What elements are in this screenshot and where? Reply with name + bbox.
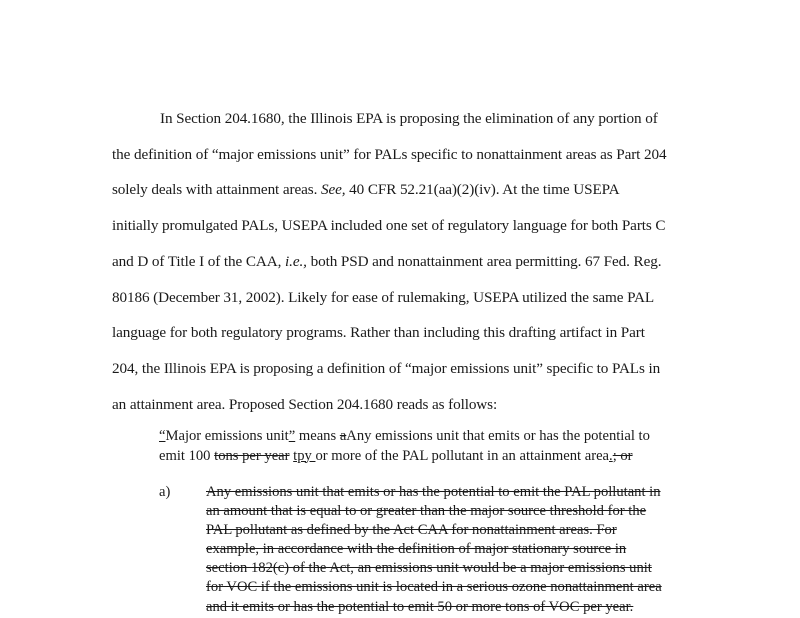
item-a-line-7: and it emits or has the potential to emit 50 or more tons of VOC per year. <box>206 598 634 615</box>
see-citation-signal: See, <box>320 181 346 199</box>
paragraph-line-5-part-1: and D of Title I of the CAA, <box>112 252 286 270</box>
inserted-period: . <box>609 447 613 464</box>
item-a-body <box>206 483 704 617</box>
paragraph-line-9: an attainment area. Proposed Section 204.1680 reads as follows: <box>112 395 498 413</box>
item-a-line-3: PAL pollutant as defined by the Act CAA for nonattainment areas. For <box>206 522 617 539</box>
item-a-line-5: section 182(c) of the Act, an emissions unit would be a major emissions unit <box>206 560 652 577</box>
body-paragraph <box>112 101 702 422</box>
close-quote-mark: ” <box>288 428 296 444</box>
deleted-article-a: a <box>339 428 347 444</box>
deleted-or-clause: ; or <box>612 447 633 464</box>
paragraph-line-5-part-2: both PSD and nonattainment area permitting. 67 Fed. Reg. <box>306 252 662 270</box>
paragraph-line-2: the definition of “major emissions unit” for PALs specific to nonattainment areas as Part 204 <box>112 145 667 163</box>
paragraph-line-8: 204, the Illinois EPA is proposing a definition of “major emissions unit” specific to PALs in <box>112 359 661 377</box>
defined-term: Major emissions unit <box>165 428 289 444</box>
means-word: means <box>295 428 340 444</box>
quote-line-2-rest: or more of the PAL pollutant in an attainment area <box>315 447 610 464</box>
paragraph-line-4: initially promulgated PALs, USEPA included one set of regulatory language for both Parts C <box>112 217 666 235</box>
quote-line-2 <box>159 447 704 467</box>
item-a-line-6: for VOC if the emissions unit is located in a serious ozone nonattainment area <box>206 579 662 596</box>
item-a-line-4: example, in accordance with the definition of major stationary source in <box>206 541 627 558</box>
paragraph-line-1: In Section 204.1680, the Illinois EPA is proposing the elimination of any portion of <box>160 110 658 127</box>
paragraph-line-5 <box>112 244 702 280</box>
quote-line-2-start: emit 100 <box>159 447 215 464</box>
paragraph-line-3-part-2: 40 CFR 52.21(aa)(2)(iv). At the time USEPA <box>345 181 620 199</box>
deleted-item-a <box>159 483 704 617</box>
paragraph-line-7: language for both regulatory programs. Rather than including this drafting artifact in Part <box>112 324 645 342</box>
quote-line-1-rest: Any emissions unit that emits or has the potential to <box>346 428 650 444</box>
paragraph-line-3 <box>112 172 702 208</box>
proposed-definition-quote <box>159 427 704 466</box>
inserted-tpy: tpy <box>293 447 316 464</box>
deleted-tons-per-year: tons per year <box>214 447 290 464</box>
ie-abbreviation: i.e., <box>285 252 307 270</box>
paragraph-line-6: 80186 (December 31, 2002). Likely for ease of rulemaking, USEPA utilized the same PAL <box>112 288 655 306</box>
paragraph-line-3-part-1: solely deals with attainment areas. <box>112 181 321 199</box>
quote-line-1 <box>159 427 704 447</box>
item-a-line-2: an amount that is equal to or greater than the major source threshold for the <box>206 503 647 520</box>
item-a-line-1: Any emissions unit that emits or has the potential to emit the PAL pollutant in <box>206 484 661 500</box>
open-quote-mark: “ <box>159 428 166 444</box>
item-a-marker: a) <box>159 484 171 500</box>
